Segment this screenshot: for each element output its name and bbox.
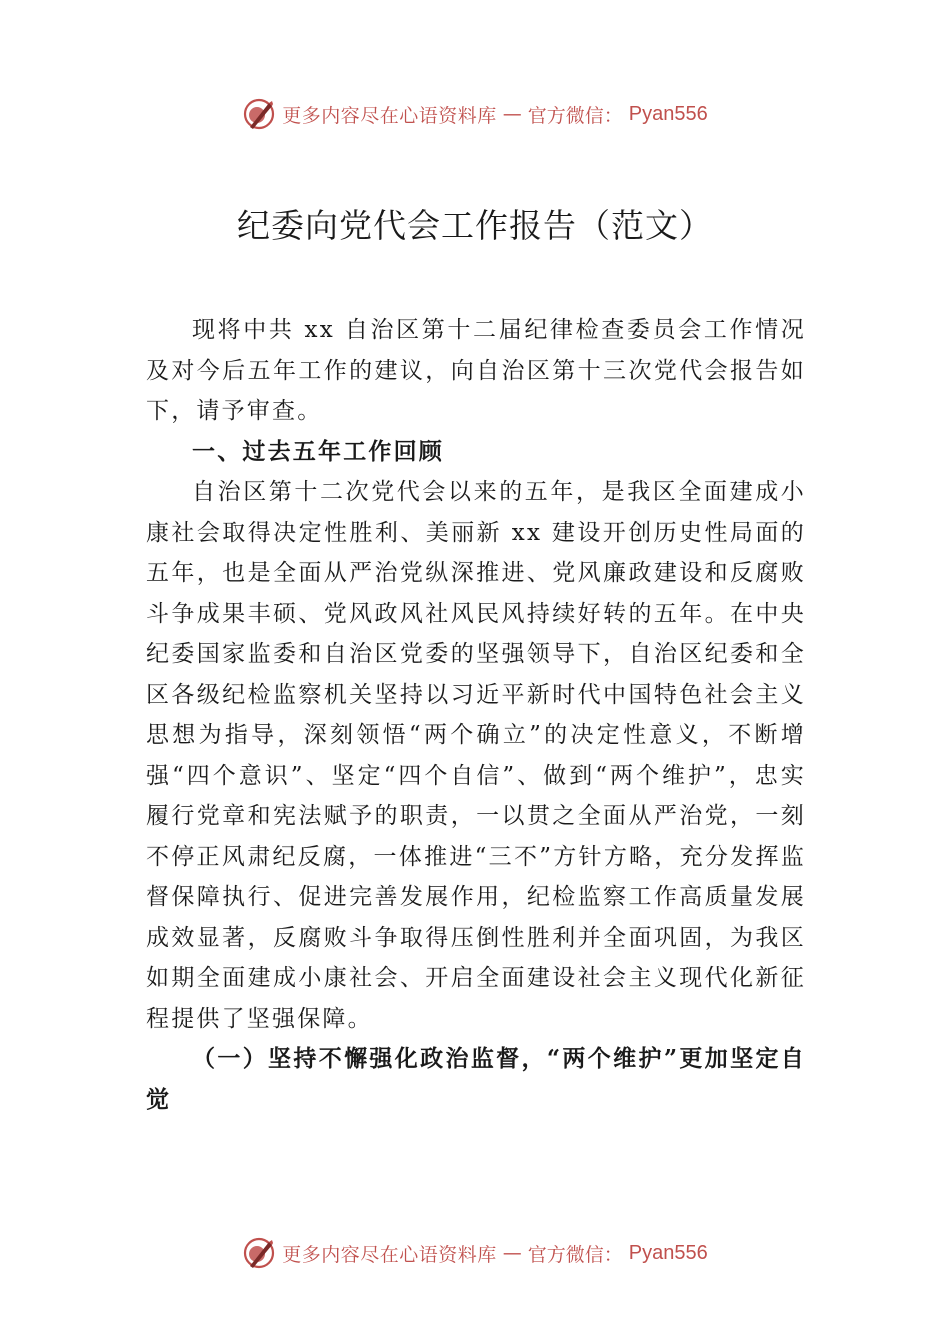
banner-separator: — <box>502 1242 522 1264</box>
pen-circle-logo-icon <box>242 1236 276 1270</box>
document-title: 纪委向党代会工作报告（范文） <box>237 206 713 245</box>
banner-text: 更多内容尽在心语资料库 <box>282 1243 497 1266</box>
header-banner <box>0 94 950 134</box>
banner-separator: — <box>502 103 522 125</box>
banner-wechat-label: 官方微信： <box>527 1243 623 1266</box>
subsection-heading: （一）坚持不懈强化政治监督，“两个维护”更加坚定自觉 <box>146 1045 806 1113</box>
document-body <box>146 310 806 1120</box>
banner-wechat-label: 官方微信： <box>527 104 623 127</box>
intro-paragraph: 现将中共 xx 自治区第十二届纪律检查委员会工作情况及对今后五年工作的建议，向自治区第十三次党代会报告如下，请予审查。 <box>146 317 806 424</box>
pen-circle-logo-icon <box>242 97 276 131</box>
section-heading: 一、过去五年工作回顾 <box>192 438 444 465</box>
banner-wechat-id: Pyan556 <box>628 102 708 125</box>
review-paragraph: 自治区第十二次党代会以来的五年，是我区全面建成小康社会取得决定性胜利、美丽新 xx 建设开创历史性局面的五年，也是全面从严治党纵深推进、党风廉政建设和反腐败斗争成果丰硕、党风政风社风民风持续好转的五年。在中央纪委国家监委和自治区党委的坚强领导下，自治区纪委和全区各级纪检监察机关坚持以习近平新时代中国特色社会主义思想为指导，深刻领悟“两个确立”的决定性意义，不断增强“四个意识”、坚定“四个自信”、做到“两个维护”，忠实履行党章和宪法赋予的职责，一以贯之全面从严治党，一刻不停正风肃纪反腐，一体推进“三不”方针方略，充分发挥监督保障执行、促进完善发展作用，纪检监察工作高质量发展成效显著，反腐败斗争取得压倒性胜利并全面巩固，为我区如期全面建成小康社会、开启全面建设社会主义现代化新征程提供了坚强保障。 <box>146 479 806 1032</box>
footer-banner <box>0 1233 950 1273</box>
banner-wechat-id: Pyan556 <box>628 1241 708 1264</box>
banner-text: 更多内容尽在心语资料库 <box>282 104 497 127</box>
